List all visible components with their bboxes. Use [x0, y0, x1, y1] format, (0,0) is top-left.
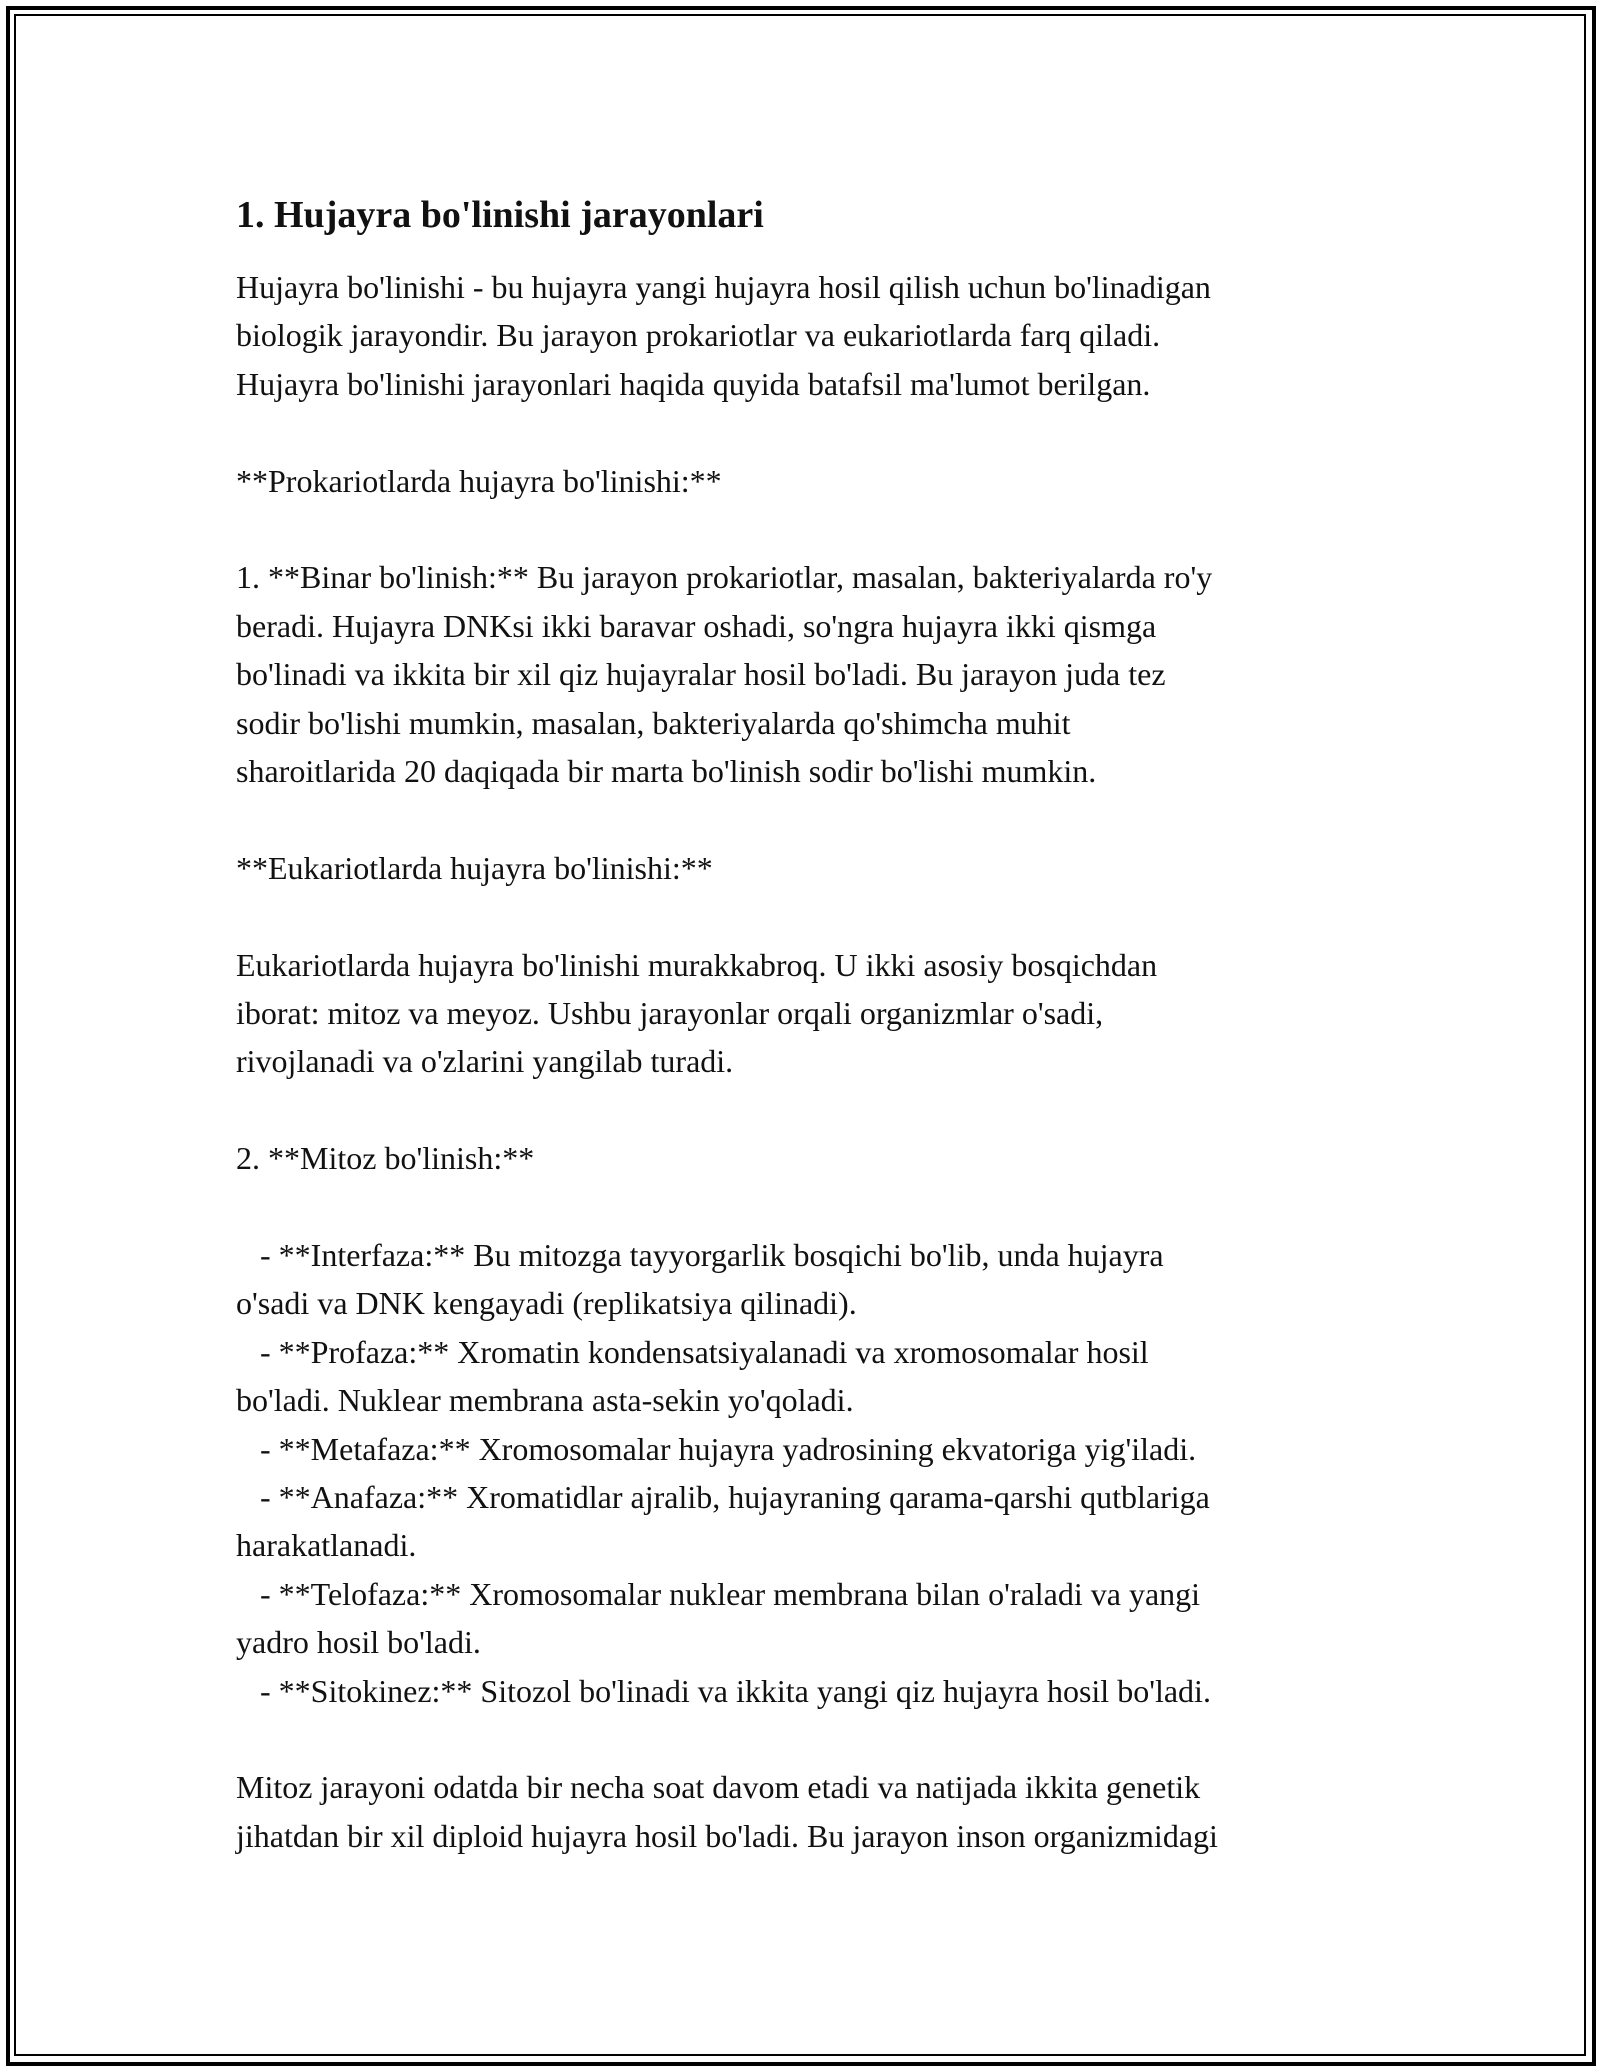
document-body: [236, 185, 1376, 1860]
blank-line: [236, 1183, 1376, 1231]
document-text: [236, 263, 1376, 1860]
section-heading: 1. Hujayra bo'linishi jarayonlari: [236, 194, 764, 236]
text-line: jihatdan bir xil diploid hujayra hosil bo'ladi. Bu jarayon inson organizmidagi: [236, 1817, 1218, 1854]
text-line: - **Interfaza:** Bu mitozga tayyorgarlik bosqichi bo'lib, unda hujayra: [236, 1237, 1164, 1274]
blank-line: [236, 408, 1376, 456]
blank-line: [236, 892, 1376, 940]
text-line: - **Profaza:** Xromatin kondensatsiyalanadi va xromosomalar hosil: [236, 1333, 1149, 1370]
text-line: rivojlanadi va o'zlarini yangilab turadi.: [236, 1043, 734, 1080]
text-line: sharoitlarida 20 daqiqada bir marta bo'linish sodir bo'lishi mumkin.: [236, 753, 1097, 790]
text-line: - **Anafaza:** Xromatidlar ajralib, hujayraning qarama-qarshi qutblariga: [236, 1479, 1210, 1516]
text-line: Hujayra bo'linishi jarayonlari haqida quyida batafsil ma'lumot berilgan.: [236, 365, 1151, 402]
text-line: **Eukariotlarda hujayra bo'linishi:**: [236, 849, 713, 886]
text-line: - **Metafaza:** Xromosomalar hujayra yadrosining ekvatoriga yig'iladi.: [236, 1430, 1197, 1467]
text-line: Hujayra bo'linishi - bu hujayra yangi hujayra hosil qilish uchun bo'linadigan: [236, 269, 1211, 305]
blank-line: [236, 1086, 1376, 1134]
text-line: - **Telofaza:** Xromosomalar nuklear membrana bilan o'raladi va yangi: [236, 1575, 1201, 1612]
text-line: 1. **Binar bo'linish:** Bu jarayon prokariotlar, masalan, bakteriyalarda ro'y: [236, 559, 1213, 596]
text-line: sodir bo'lishi mumkin, masalan, bakteriyalarda qo'shimcha muhit: [236, 704, 1071, 741]
blank-line: [236, 1715, 1376, 1763]
text-line: iborat: mitoz va meyoz. Ushbu jarayonlar orqali organizmlar o'sadi,: [236, 995, 1104, 1032]
text-line: biologik jarayondir. Bu jarayon prokariotlar va eukariotlarda farq qiladi.: [236, 317, 1161, 354]
blank-line: [236, 505, 1376, 553]
text-line: **Prokariotlarda hujayra bo'linishi:**: [236, 462, 722, 499]
text-line: bo'linadi va ikkita bir xil qiz hujayralar hosil bo'ladi. Bu jarayon juda tez: [236, 656, 1166, 693]
text-line: bo'ladi. Nuklear membrana asta-sekin yo'qoladi.: [236, 1382, 854, 1419]
text-line: harakatlanadi.: [236, 1527, 417, 1564]
blank-line: [236, 795, 1376, 843]
text-line: beradi. Hujayra DNKsi ikki baravar oshadi, so'ngra hujayra ikki qismga: [236, 607, 1157, 644]
text-line: yadro hosil bo'ladi.: [236, 1624, 481, 1661]
text-line: Mitoz jarayoni odatda bir necha soat davom etadi va natijada ikkita genetik: [236, 1769, 1201, 1806]
text-line: - **Sitokinez:** Sitozol bo'linadi va ikkita yangi qiz hujayra hosil bo'ladi.: [236, 1672, 1211, 1709]
text-line: Eukariotlarda hujayra bo'linishi murakkabroq. U ikki asosiy bosqichdan: [236, 946, 1158, 983]
text-line: o'sadi va DNK kengayadi (replikatsiya qilinadi).: [236, 1285, 857, 1322]
text-line: 2. **Mitoz bo'linish:**: [236, 1140, 535, 1177]
